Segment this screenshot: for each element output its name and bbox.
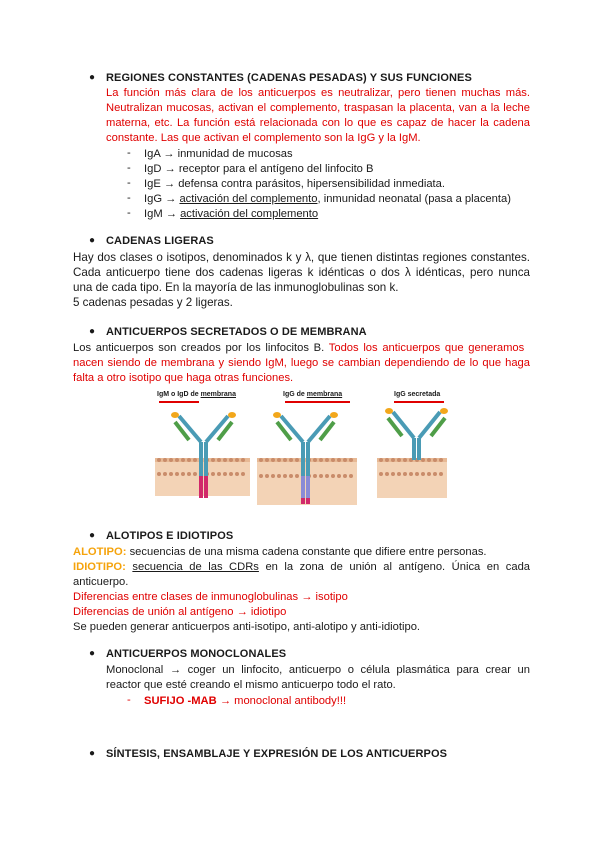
paragraph-line: Cada anticuerpo tiene dos cadenas ligeras k idénticas o dos λ idénticas, pero nunca xyxy=(73,266,530,279)
section-heading-light-chains: CADENAS LIGERAS xyxy=(106,235,214,247)
paragraph-line: constante. Las que activan el complemento son la IgG y la IgM. xyxy=(106,132,421,144)
section-heading-synthesis: SÍNTESIS, ENSAMBLAJE Y EXPRESIÓN DE LOS ANTICUERPOS xyxy=(106,748,448,760)
figure-label-igm-igd: IgM o IgD de membrana xyxy=(157,391,236,398)
bullet-icon: ● xyxy=(89,748,96,759)
list-item: IgM → activación del complemento xyxy=(144,208,319,220)
bullet-icon: ● xyxy=(89,530,96,541)
paragraph-line: materna, etc. La función está relacionada con lo que es capaz de hacer la cadena xyxy=(106,117,530,129)
paragraph-line: falta a otro isotipo que haga otras funciones. xyxy=(73,372,294,384)
list-item: IgA → inmunidad de mucosas xyxy=(144,148,293,160)
paragraph-line: nacen siendo de membrana y siendo IgM, luego se cambian dependiendo de lo que haga xyxy=(73,357,530,369)
cell-membrane xyxy=(377,458,447,498)
dash-icon: - xyxy=(127,192,131,204)
paragraph-line: ALOTIPO: secuencias de una misma cadena constante que difiere entre personas. xyxy=(73,546,487,558)
dash-icon: - xyxy=(127,147,131,159)
bullet-icon: ● xyxy=(89,72,96,83)
paragraph-line: Los anticuerpos son creados por los linfocitos B. Todos los anticuerpos que generamos xyxy=(73,342,525,354)
dash-icon: - xyxy=(127,162,131,174)
paragraph-line: anticuerpo. xyxy=(73,576,129,588)
list-item: IgD → receptor para el antígeno del linfocito B xyxy=(144,163,374,175)
paragraph-line: Monoclonal → coger un linfocito, anticuerpo o célula plasmática para crear un xyxy=(106,664,530,676)
list-item: SUFIJO -MAB → monoclonal antibody!!! xyxy=(144,695,347,707)
paragraph-line: Neutralizan mucosas, activan el complemento, traspasan la placenta, van a la leche xyxy=(106,102,530,114)
antibody-figure xyxy=(145,390,460,505)
paragraph-line: una de cada tipo. En la mayoría de las inmunoglobulinas son k. xyxy=(73,281,399,294)
paragraph-line: Hay dos clases o isotipos, denominados k y λ, que tienen distintas regiones constantes. xyxy=(73,251,530,264)
paragraph-line: La función más clara de los anticuerpos es neutralizar, pero tienen muchas más. xyxy=(106,87,530,99)
section-heading-allotypes-idiotypes: ALOTIPOS E IDIOTIPOS xyxy=(106,530,234,542)
dash-icon: - xyxy=(127,177,131,189)
paragraph-line: Diferencias entre clases de inmunoglobulinas → isotipo xyxy=(73,591,348,603)
dash-icon: - xyxy=(127,207,131,219)
paragraph-line: 5 cadenas pesadas y 2 ligeras. xyxy=(73,296,233,309)
list-item: IgE → defensa contra parásitos, hipersensibilidad inmediata. xyxy=(144,178,445,190)
paragraph-line: reactor que esté creando el mismo anticuerpo todo el rato. xyxy=(106,679,396,691)
figure-label-igg-secreted: IgG secretada xyxy=(394,391,441,398)
figure-label-igg-membrane: IgG de membrana xyxy=(283,391,343,398)
paragraph-line: IDIOTIPO: secuencia de las CDRs en la zona de unión al antígeno. Única en cada xyxy=(73,561,531,573)
section-heading-constant-regions: REGIONES CONSTANTES (CADENAS PESADAS) Y SUS FUNCIONES xyxy=(106,72,472,84)
list-item: IgG → activación del complemento, inmunidad neonatal (pasa a placenta) xyxy=(144,193,511,205)
paragraph-line: Se pueden generar anticuerpos anti-isotipo, anti-alotipo y anti-idiotipo. xyxy=(73,621,421,633)
bullet-icon: ● xyxy=(89,648,96,659)
dash-icon: - xyxy=(127,694,131,706)
antibody-illustration xyxy=(145,402,460,505)
section-heading-monoclonal: ANTICUERPOS MONOCLONALES xyxy=(106,648,287,660)
bullet-icon: ● xyxy=(89,326,96,337)
section-heading-secreted-membrane: ANTICUERPOS SECRETADOS O DE MEMBRANA xyxy=(106,326,367,338)
antibody-igg-secreted xyxy=(385,408,448,460)
bullet-icon: ● xyxy=(89,235,96,246)
paragraph-line: Diferencias de unión al antígeno → idiotipo xyxy=(73,606,287,618)
